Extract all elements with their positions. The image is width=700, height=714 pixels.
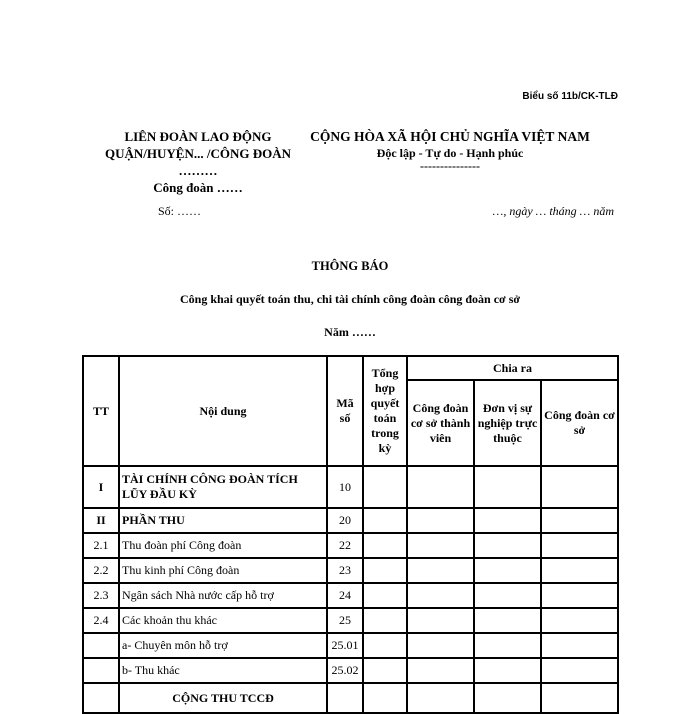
row-code: 25.02 [327, 658, 363, 683]
row-content: b- Thu khác [119, 658, 327, 683]
row-tt [83, 683, 119, 713]
row-content: Các khoản thu khác [119, 608, 327, 633]
document-date: …, ngày … tháng … năm [492, 204, 614, 218]
row-code: 22 [327, 533, 363, 558]
row-tt: II [83, 508, 119, 533]
row-tt [83, 658, 119, 683]
document-year: Năm …… [324, 325, 376, 339]
row-content: Thu kinh phí Công đoàn [119, 558, 327, 583]
national-header [300, 128, 600, 173]
org-line-4: Công đoàn …… [153, 180, 243, 195]
row-content: Thu đoàn phí Công đoàn [119, 533, 327, 558]
row-code: 23 [327, 558, 363, 583]
row-tt: I [83, 466, 119, 508]
row-code: 24 [327, 583, 363, 608]
row-code: 25 [327, 608, 363, 633]
header-grassroots-union: Công đoàn cơ sở [541, 380, 618, 466]
row-code: 25.01 [327, 633, 363, 658]
org-line-2: QUẬN/HUYỆN... /CÔNG ĐOÀN [105, 146, 291, 161]
row-code [327, 683, 363, 713]
nation-name: CỘNG HÒA XÃ HỘI CHỦ NGHĨA VIỆT NAM [310, 129, 590, 144]
settlement-table [82, 355, 619, 714]
row-tt: 2.1 [83, 533, 119, 558]
table-row [83, 633, 618, 658]
header-divider: --------------- [420, 159, 480, 173]
table-row [83, 583, 618, 608]
header-total: Tổng hợp quyết toán trong kỳ [363, 356, 407, 466]
header-affiliated-units: Đơn vị sự nghiệp trực thuộc [474, 380, 541, 466]
row-content: a- Chuyên môn hỗ trợ [119, 633, 327, 658]
header-member-unions: Công đoàn cơ sở thành viên [407, 380, 474, 466]
document-subtitle: Công khai quyết toán thu, chi tài chính công đoàn công đoàn cơ sở [179, 292, 521, 306]
row-tt: 2.4 [83, 608, 119, 633]
table-row [83, 658, 618, 683]
header-code: Mã số [327, 356, 363, 466]
table-row [83, 608, 618, 633]
document-title: THÔNG BÁO [311, 259, 389, 273]
table-row [83, 683, 618, 713]
organization-header [78, 128, 318, 196]
row-code: 20 [327, 508, 363, 533]
table-row [83, 558, 618, 583]
row-content: CỘNG THU TCCĐ [119, 683, 327, 713]
row-content: PHẦN THU [119, 508, 327, 533]
header-tt: TT [83, 356, 119, 466]
row-tt: 2.2 [83, 558, 119, 583]
header-split: Chia ra [407, 356, 618, 380]
document-number: Số: …… [158, 204, 202, 218]
row-content: Ngân sách Nhà nước cấp hỗ trợ [119, 583, 327, 608]
table-row [83, 533, 618, 558]
header-content: Nội dung [119, 356, 327, 466]
row-content: TÀI CHÍNH CÔNG ĐOÀN TÍCH LŨY ĐẦU KỲ [119, 466, 327, 508]
row-tt [83, 633, 119, 658]
row-code: 10 [327, 466, 363, 508]
table-row [83, 508, 618, 533]
org-line-1: LIÊN ĐOÀN LAO ĐỘNG [124, 129, 272, 144]
table-row [83, 466, 618, 508]
row-tt: 2.3 [83, 583, 119, 608]
national-motto: Độc lập - Tự do - Hạnh phúc [376, 146, 524, 160]
org-line-3: ……… [178, 163, 218, 178]
form-number: Biểu số 11b/CK-TLĐ [522, 91, 618, 102]
